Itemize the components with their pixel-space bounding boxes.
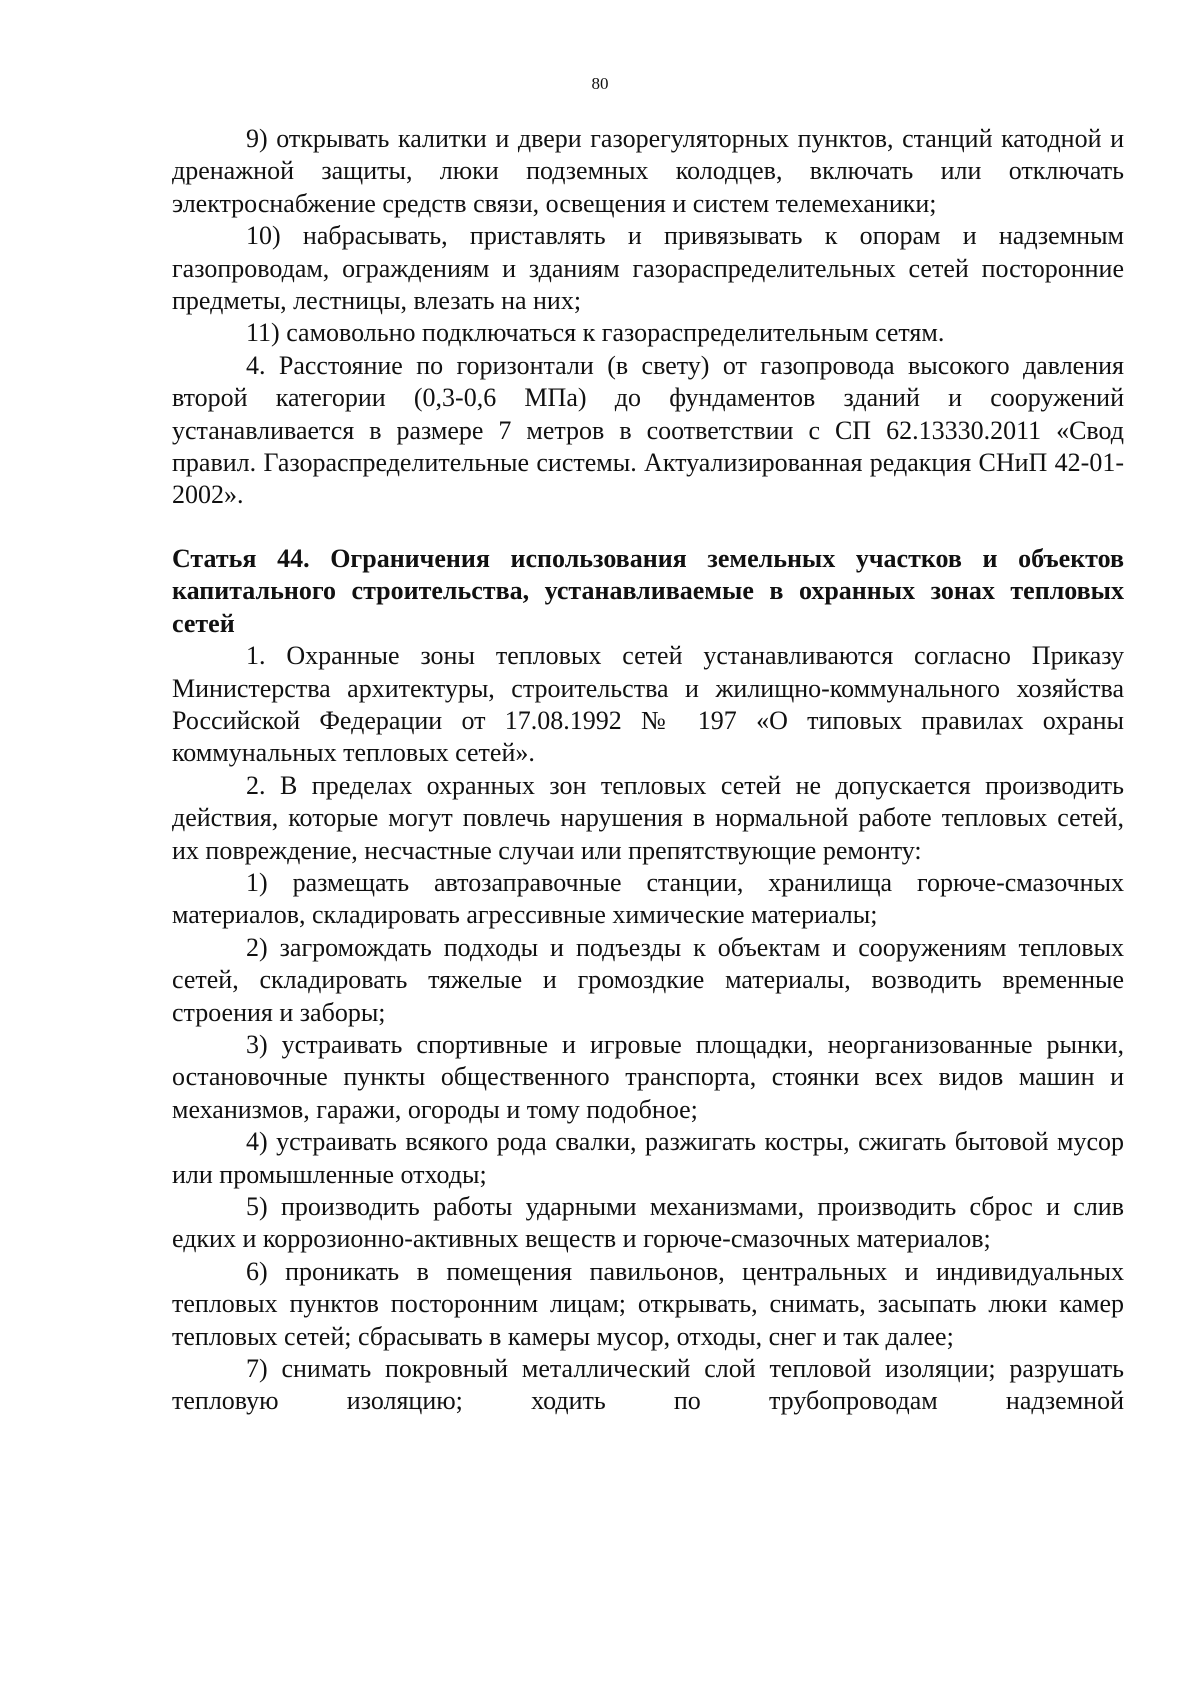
- paragraph-clause-1: 1. Охранные зоны тепловых сетей устанавливаются согласно Приказу Министерства архитектуры, строительства и жилищно-коммунального хозяйства Российской Федерации от 17.08.1992 № 197 «О типовых правилах охраны коммунальных тепловых сетей».: [172, 641, 1124, 768]
- document-body: [172, 123, 1124, 1418]
- paragraph-item-9: 9) открывать калитки и двери газорегуляторных пунктов, станций катодной и дренажной защиты, люки подземных колодцев, включать или отключать электроснабжение средств связи, освещения и систем телемеханики;: [172, 124, 1124, 218]
- paragraph-clause-4: 4. Расстояние по горизонтали (в свету) от газопровода высокого давления второй категории (0,3-0,6 МПа) до фундаментов зданий и сооружений устанавливается в размере 7 метров в соответствии с СП 62.13330.2011 «Свод правил. Газораспределительные системы. Актуализированная редакция СНиП 42-01-2002».: [172, 350, 1124, 510]
- paragraph-item-6: 6) проникать в помещения павильонов, центральных и индивидуальных тепловых пунктов посторонним лицам; открывать, снимать, засыпать люки камер тепловых сетей; сбрасывать в камеры мусор, отходы, снег и так далее;: [172, 1256, 1124, 1351]
- paragraph-item-7: 7) снимать покровный металлический слой тепловой изоляции; разрушать тепловую изоляцию; ходить по трубопроводам надземной: [172, 1354, 1124, 1416]
- paragraph-clause-2: 2. В пределах охранных зон тепловых сетей не допускается производить действия, которые могут повлечь нарушения в нормальной работе тепловых сетей, их повреждение, несчастные случаи или препятствующие ремонту:: [172, 770, 1124, 865]
- paragraph-item-1: 1) размещать автозаправочные станции, хранилища горюче-смазочных материалов, складировать агрессивные химические материалы;: [172, 867, 1124, 930]
- paragraph-item-3: 3) устраивать спортивные и игровые площадки, неорганизованные рынки, остановочные пункты общественного транспорта, стоянки всех видов машин и механизмов, гаражи, огороды и тому подобное;: [172, 1029, 1124, 1124]
- page-number: 80: [591, 74, 609, 93]
- paragraph-item-2: 2) загромождать подходы и подъезды к объектам и сооружениям тепловых сетей, складировать тяжелые и громоздкие материалы, возводить временные строения и заборы;: [172, 932, 1124, 1027]
- article-heading: Статья 44. Ограничения использования земельных участков и объектов капитального строительства, устанавливаемые в охранных зонах тепловых сетей: [172, 543, 1124, 638]
- paragraph-item-11: 11) самовольно подключаться к газораспределительным сетям.: [246, 318, 945, 348]
- paragraph-item-4: 4) устраивать всякого рода свалки, разжигать костры, сжигать бытовой мусор или промышленные отходы;: [172, 1127, 1124, 1189]
- paragraph-item-10: 10) набрасывать, приставлять и привязывать к опорам и надземным газопроводам, ограждениям и зданиям газораспределительных сетей посторонние предметы, лестницы, влезать на них;: [172, 221, 1124, 316]
- paragraph-item-5: 5) производить работы ударными механизмами, производить сброс и слив едких и коррозионно-активных веществ и горюче-смазочных материалов;: [172, 1192, 1124, 1254]
